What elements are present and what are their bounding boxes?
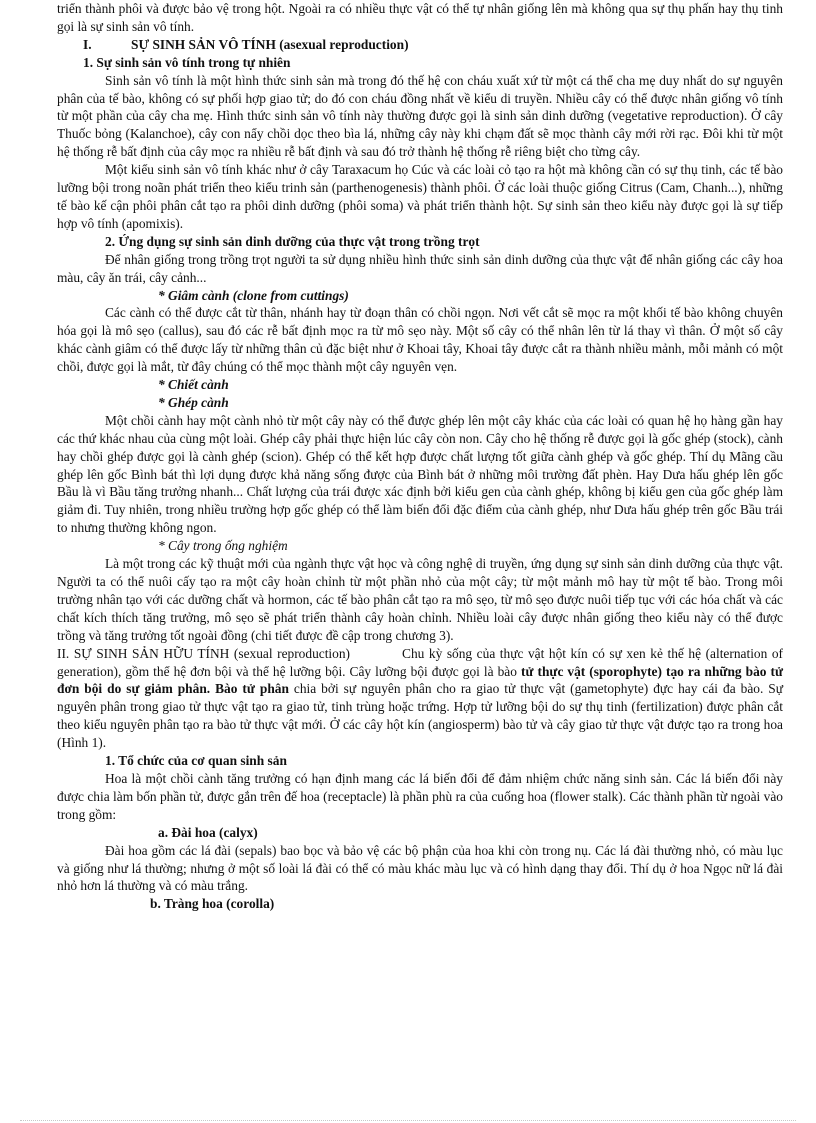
section-title: SỰ SINH SẢN VÔ TÍNH (asexual reproduction) <box>131 36 409 52</box>
section-heading-sexual: II. SỰ SINH SẢN HỮU TÍNH (sexual reproduction) <box>57 645 351 661</box>
paragraph-apomixis: Một kiểu sinh sản vô tính khác như ở cây Taraxacum họ Cúc và các loài cỏ tạo ra hột mà không cần có sự thụ tinh, các tế bào lưỡng bội trong noãn phát triển theo kiểu trinh sản (parthenogenesis) thành phôi. Ở các loài thuộc giống Citrus (Cam, Chanh...), những tế bào kế cận phôi phân cắt tạo ra phôi dinh dưỡng (phôi soma) và phát triển thành hột. Sự sinh sản theo kiểu này được gọi là sự tiếp hợp vô tính (apomixis). <box>57 162 783 231</box>
heading-corolla: b. Tràng hoa (corolla) <box>150 896 275 912</box>
subheading-reproductive-organs: 1. Tổ chức của cơ quan sinh sản <box>105 753 287 769</box>
heading-tissue-culture: * Cây trong ống nghiệm <box>158 538 288 554</box>
subheading-natural-asexual: 1. Sự sinh sản vô tính trong tự nhiên <box>83 54 291 70</box>
sexual-text-part2: chia bởi sự nguyên phân cho ra giao tử thực vật (gametophyte) đực hay cái đa bào. Sự nguyên phân trong giao tử thực vật tạo ra giao tử, tinh trùng hoặc trứng. Hợp tử lưỡng bội do sự thụ tinh (fertilization) được phân cắt theo kiểu nguyên phân tạo ra bào tử thực vật mới. Ở các cây hột kín (angiosperm) bào tử và cây giao tử thực vật được tạo ra trong hoa (Hình 1). <box>57 681 783 751</box>
paragraph-sexual-reproduction <box>57 645 783 752</box>
paragraph-tissue-culture: Là một trong các kỹ thuật mới của ngành thực vật học và công nghệ di truyền, ứng dụng sự sinh sản dinh dưỡng của thực vật. Người ta có thể nuôi cấy tạo ra một cây hoàn chỉnh từ một phần nhỏ của một cây; từ một mảnh mô hay từ một tế bào. Trong môi trường nhân tạo với các dưỡng chất và hormon, các tế bào phân cắt tạo ra mô sẹo, từ mô sẹo được nuôi tiếp tục với các hóa chất và các chất kích thích tăng trưởng, mô sẹo sẽ phát triển thành cây hoàn chỉnh. Nhiều loài cây được nhân giống theo kiểu này có thể được trồng và tăng trưởng tốt ngoài đồng (chi tiết được đề cập trong chương 3). <box>57 556 783 643</box>
heading-calyx: a. Đài hoa (calyx) <box>158 824 258 840</box>
section-heading-asexual <box>57 36 783 54</box>
paragraph-asexual-definition: Sinh sản vô tính là một hình thức sinh sản mà trong đó thế hệ con cháu xuất xứ từ một cá thể cha mẹ duy nhất do sự nguyên phân của tế bào, không có sự phối hợp giao tử; do đó con cháu đồng nhất về kiểu di truyền. Nhiều cây có thể được nhân giống vô tính từ một phần của cây cha mẹ. Hình thức sinh sản vô tính này thường được gọi là sinh sản dinh dưỡng (vegetative reproduction). Ở cây Thuốc bỏng (Kalanchoe), cây con nẩy chồi dọc theo bìa lá, những cây này khi chạm đất sẽ mọc thành cây mới rời rạc. Đôi khi từ một hệ thống rễ bất định của cây mọc ra nhiều rễ bất định và sau đó trở thành hệ thống rễ riêng biệt cho từng cây. <box>57 72 783 160</box>
sexual-text-bold: tử thực vật (sporophyte) tạo ra những bào tử đơn bội do sự giảm phân. Bào tử phân <box>57 663 783 697</box>
document-page <box>57 0 783 913</box>
paragraph-flower: Hoa là một chồi cành tăng trưởng có hạn định mang các lá biến đổi để đảm nhiệm chức năng sinh sản. Các lá biến đổi này được chia làm bốn phần tử, được gắn trên đế hoa (receptacle) là phần phù ra của cuống hoa (flower stalk). Các thành phần từ ngoài vào trong gồm: <box>57 770 783 822</box>
section-number: I. <box>83 36 92 52</box>
heading-layering: * Chiết cành <box>158 377 229 393</box>
heading-cuttings: * Giâm cành (clone from cuttings) <box>158 287 349 303</box>
paragraph-propagation-intro: Để nhân giống trong trồng trọt người ta sử dụng nhiều hình thức sinh sản dinh dưỡng của thực vật để nhân giống các cây hoa màu, cây ăn trái, cây cảnh... <box>57 251 783 285</box>
paragraph-cuttings: Các cành có thể được cắt từ thân, nhánh hay từ đoạn thân có chồi ngọn. Nơi vết cắt sẽ mọc ra một khối tế bào không chuyên hóa gọi là mô sẹo (callus), sau đó các rễ bất định mọc ra từ mô sẹo này. Một số cây có thể nhân lên từ lá thay vì thân. Ở một số cây khác cành giâm có thể được lấy từ những thân củ đặc biệt như ở Khoai tây, Khoai tây được cắt ra thành nhiều mảnh, mỗi mảnh có một chồi, được gọi là mắt, từ đây chúng có thể mọc thành một cây nguyên vẹn. <box>57 305 783 375</box>
heading-grafting: * Ghép cành <box>158 394 229 410</box>
paragraph-grafting: Một chồi cành hay một cành nhỏ từ một cây này có thể được ghép lên một cây khác của các loài có quan hệ họ hàng gần hay các thứ khác nhau của cùng một loài. Ghép cây phải thực hiện lúc cây còn non. Cây cho hệ thống rễ được gọi là gốc ghép (stock), cành hay chồi ghép được gọi là cành ghép (scion). Ghép có thể kết hợp được chất lượng tốt giữa cành ghép và gốc ghép. Thí dụ Mãng cầu ghép lên gốc Bình bát thì lợi dụng được khả năng sống được của Bình bát ở những môi trường đất phèn. Hay Dưa hấu ghép lên gốc Bầu là vì Bầu tăng trưởng nhanh... Chất lượng của trái được xác định bởi kiểu gen của cành ghép, không bị kiểu gen của gốc ghép làm giảm đi. Tuy nhiên, trong nhiều trường hợp gốc ghép có thể làm biến đổi đặc điểm của cành ghép, như Dưa hấu ghép trên gốc Bầu trái to nhưng thường không ngon. <box>57 412 783 536</box>
paragraph-calyx: Đài hoa gồm các lá đài (sepals) bao bọc và bảo vệ các bộ phận của hoa khi còn trong nụ. Các lá đài thường nhỏ, có màu lục và giống như lá thường; nhưng ở một số loài lá đài có thể có màu khác màu lục và có hình dạng thay đổi. Thí dụ ở hoa Ngọc nữ lá đài nhỏ hơn lá thường và có màu trắng. <box>57 842 783 894</box>
subheading-vegetative-application: 2. Ứng dụng sự sinh sản dinh dưỡng của thực vật trong trồng trọt <box>105 233 480 249</box>
page-bottom-rule <box>20 1120 796 1121</box>
intro-paragraph: triển thành phôi và được bảo vệ trong hột. Ngoài ra có nhiều thực vật có thể tự nhân giống lên mà không qua sự thụ phấn hay thụ tinh gọi là sự sinh sản vô tính. <box>57 1 783 34</box>
sexual-text-part1: Chu kỳ sống của thực vật hột kín có sự xen kẻ thế hệ (alternation of generation), gồm thể hệ đơn bội và thể hệ lưỡng bội. Cây lưỡng bội được gọi là bào <box>57 645 784 679</box>
